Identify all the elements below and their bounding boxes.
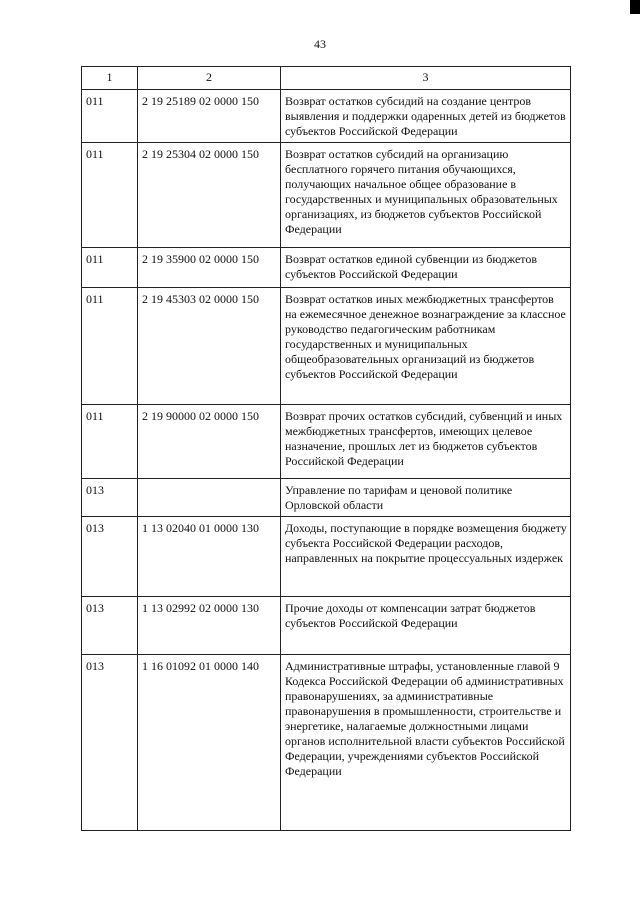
table-row [82, 143, 571, 248]
admin-code-cell: 011 [82, 288, 138, 405]
budget-code-cell: 1 16 01092 01 0000 140 [138, 655, 281, 831]
column-header: 3 [281, 67, 571, 90]
scan-corner-mark [630, 0, 640, 14]
income-name-cell: Возврат остатков единой субвенции из бюджетов субъектов Российской Федерации [281, 248, 571, 288]
income-name-cell: Прочие доходы от компенсации затрат бюджетов субъектов Российской Федерации [281, 597, 571, 655]
column-header: 2 [138, 67, 281, 90]
table-row [82, 405, 571, 479]
income-name-cell: Управление по тарифам и ценовой политике Орловской области [281, 479, 571, 517]
column-header: 1 [82, 67, 138, 90]
admin-code-cell: 011 [82, 405, 138, 479]
budget-code-cell: 1 13 02992 02 0000 130 [138, 597, 281, 655]
table-row [82, 248, 571, 288]
admin-code-cell: 013 [82, 517, 138, 597]
page-number: 43 [314, 37, 326, 51]
income-name-cell: Возврат остатков иных межбюджетных трансфертов на ежемесячное денежное вознаграждение за классное руководство педагогическим работникам государственных и муниципальных общеобразовательных организаций из бюджетов субъектов Российской Федерации [281, 288, 571, 405]
table-row [82, 288, 571, 405]
budget-code-cell: 2 19 25189 02 0000 150 [138, 90, 281, 143]
admin-code-cell: 011 [82, 248, 138, 288]
budget-code-cell: 2 19 25304 02 0000 150 [138, 143, 281, 248]
table-row [82, 479, 571, 517]
budget-code-cell: 2 19 45303 02 0000 150 [138, 288, 281, 405]
admin-code-cell: 011 [82, 90, 138, 143]
table-row [82, 517, 571, 597]
income-name-cell: Возврат прочих остатков субсидий, субвенций и иных межбюджетных трансфертов, имеющих целевое назначение, прошлых лет из бюджетов субъектов Российской Федерации [281, 405, 571, 479]
income-name-cell: Доходы, поступающие в порядке возмещения бюджету субъекта Российской Федерации расходов, направленных на покрытие процессуальных издержек [281, 517, 571, 597]
income-name-cell: Административные штрафы, установленные главой 9 Кодекса Российской Федерации об административных правонарушениях, за административные правонарушения в промышленности, строительстве и энергетике, налагаемые должностными лицами органов исполнительной власти субъектов Российской Федерации, учреждениями субъектов Российской Федерации [281, 655, 571, 831]
table-row [82, 597, 571, 655]
income-name-cell: Возврат остатков субсидий на организацию бесплатного горячего питания обучающихся, получающих начальное общее образование в государственных и муниципальных образовательных организациях, из бюджетов субъектов Российской Федерации [281, 143, 571, 248]
table-row [82, 655, 571, 831]
admin-code-cell: 013 [82, 655, 138, 831]
admin-code-cell: 013 [82, 597, 138, 655]
admin-code-cell: 011 [82, 143, 138, 248]
budget-code-cell: 2 19 90000 02 0000 150 [138, 405, 281, 479]
table-row [82, 90, 571, 143]
income-codes-table [81, 66, 571, 831]
admin-code-cell: 013 [82, 479, 138, 517]
budget-code-cell: 1 13 02040 01 0000 130 [138, 517, 281, 597]
table-header-row [82, 67, 571, 90]
budget-code-cell [138, 479, 281, 517]
budget-code-cell: 2 19 35900 02 0000 150 [138, 248, 281, 288]
income-name-cell: Возврат остатков субсидий на создание центров выявления и поддержки одаренных детей из бюджетов субъектов Российской Федерации [281, 90, 571, 143]
